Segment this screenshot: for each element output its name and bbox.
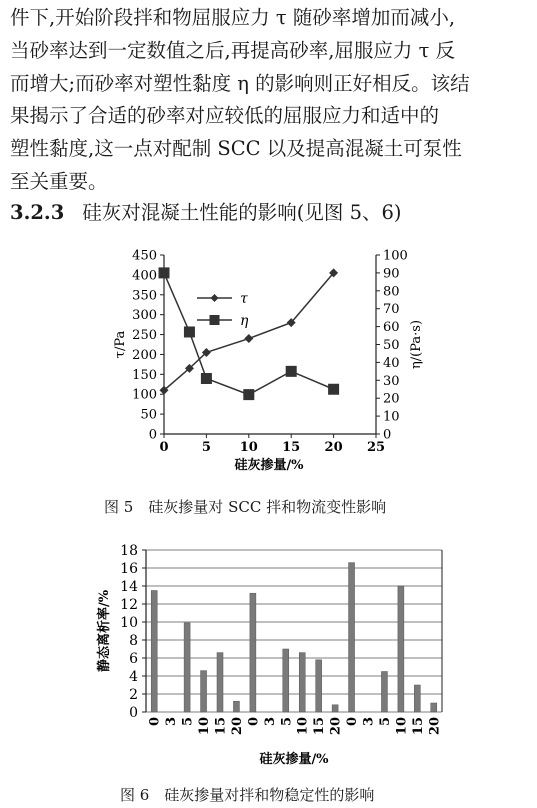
x-tick-label: 0 bbox=[345, 717, 361, 727]
bar bbox=[299, 653, 305, 712]
left-y-tick-label: 0 bbox=[148, 427, 157, 443]
figure-6-caption: 图 6 硅灰掺量对拌和物稳定性的影响 bbox=[120, 786, 375, 804]
right-y-tick-label: 90 bbox=[383, 266, 400, 282]
left-y-tick-label: 450 bbox=[132, 248, 157, 264]
x-tick-label: 10 bbox=[295, 717, 311, 736]
x-tick-label: 10 bbox=[239, 440, 258, 455]
right-y-tick-label: 50 bbox=[383, 338, 400, 353]
x-axis-title: 硅灰掺量/% bbox=[234, 458, 304, 473]
y-tick-label: 16 bbox=[120, 561, 138, 577]
left-y-tick-label: 100 bbox=[132, 387, 157, 403]
data-point-eta bbox=[243, 389, 254, 400]
right-y-tick-label: 30 bbox=[383, 373, 400, 389]
data-point-tau bbox=[244, 334, 253, 343]
bar bbox=[283, 649, 289, 712]
x-tick-label: 0 bbox=[147, 717, 163, 727]
bar bbox=[184, 623, 190, 712]
right-y-tick-label: 40 bbox=[383, 355, 400, 371]
paragraph-line: 而增大;而砂率对塑性黏度 η 的影响则正好相反。该结 bbox=[10, 71, 470, 95]
paragraph-line: 至关重要。 bbox=[10, 169, 108, 193]
y-tick-label: 18 bbox=[120, 543, 138, 559]
x-tick-label: 0 bbox=[159, 440, 169, 455]
bar bbox=[431, 703, 437, 712]
x-axis-title: 硅灰掺量/% bbox=[259, 752, 329, 767]
right-y-tick-label: 10 bbox=[383, 409, 400, 425]
x-tick-label: 20 bbox=[427, 717, 443, 736]
bar bbox=[233, 701, 239, 712]
y-tick-label: 10 bbox=[120, 615, 138, 631]
paragraph-line: 塑性黏度,这一点对配制 SCC 以及提高混凝土可泵性 bbox=[10, 137, 462, 161]
y-tick-label: 6 bbox=[129, 651, 138, 667]
left-y-tick-label: 200 bbox=[132, 347, 157, 363]
x-tick-label: 0 bbox=[246, 717, 262, 727]
left-y-tick-label: 150 bbox=[132, 367, 157, 383]
left-y-tick-label: 250 bbox=[132, 328, 157, 344]
x-tick-label: 5 bbox=[180, 717, 196, 727]
x-tick-label: 15 bbox=[213, 717, 229, 736]
x-tick-label: 3 bbox=[262, 717, 278, 727]
right-y-tick-label: 0 bbox=[383, 427, 392, 443]
x-tick-label: 20 bbox=[328, 717, 344, 736]
bar bbox=[332, 705, 338, 712]
right-axis-title: η/(Pa·s) bbox=[409, 319, 424, 370]
x-tick-label: 3 bbox=[361, 717, 377, 727]
y-tick-label: 12 bbox=[120, 597, 138, 613]
x-tick-label: 5 bbox=[279, 717, 295, 727]
right-y-tick-label: 100 bbox=[383, 248, 408, 264]
data-point-eta bbox=[159, 267, 170, 278]
legend-label: η bbox=[240, 313, 249, 329]
right-y-tick-label: 70 bbox=[383, 302, 400, 318]
y-tick-label: 14 bbox=[120, 579, 138, 595]
data-point-eta bbox=[184, 326, 195, 337]
paragraph-line: 果揭示了合适的砂率对应较低的屈服应力和适中的 bbox=[10, 104, 440, 128]
bar bbox=[398, 586, 404, 712]
x-tick-label: 10 bbox=[394, 717, 410, 736]
left-y-tick-label: 300 bbox=[132, 308, 157, 324]
legend-label: τ bbox=[240, 291, 248, 307]
x-tick-label: 15 bbox=[410, 717, 426, 736]
bar bbox=[414, 685, 420, 712]
x-tick-label: 10 bbox=[197, 717, 213, 736]
x-tick-label: 20 bbox=[324, 440, 343, 455]
left-y-tick-label: 400 bbox=[132, 268, 157, 284]
figure-6-bar-chart bbox=[0, 535, 537, 775]
body-paragraph bbox=[10, 2, 530, 199]
right-y-tick-label: 80 bbox=[383, 284, 400, 300]
bar bbox=[151, 591, 157, 713]
bar bbox=[250, 593, 256, 712]
figure-5-line-chart bbox=[0, 235, 537, 485]
bar bbox=[217, 653, 223, 712]
x-tick-label: 3 bbox=[164, 717, 180, 727]
data-point-eta bbox=[286, 366, 297, 377]
legend-marker-square bbox=[210, 315, 220, 325]
bar bbox=[316, 660, 322, 712]
y-tick-label: 0 bbox=[129, 705, 138, 721]
x-tick-label: 20 bbox=[229, 717, 245, 736]
y-tick-label: 8 bbox=[129, 633, 138, 649]
left-y-tick-label: 50 bbox=[140, 407, 157, 423]
bar bbox=[201, 671, 207, 712]
section-heading bbox=[10, 197, 402, 225]
left-y-tick-label: 350 bbox=[132, 288, 157, 304]
x-tick-label: 15 bbox=[282, 440, 301, 455]
y-axis-title: 静态离析率/% bbox=[97, 589, 112, 673]
y-tick-label: 2 bbox=[129, 687, 138, 703]
x-tick-label: 5 bbox=[377, 717, 393, 727]
bar bbox=[381, 672, 387, 713]
data-point-eta bbox=[328, 384, 339, 395]
section-number: 3.2.3 bbox=[10, 201, 65, 224]
paragraph-line: 当砂率达到一定数值之后,再提高砂率,屈服应力 τ 反 bbox=[10, 38, 456, 62]
right-y-tick-label: 60 bbox=[383, 320, 400, 336]
bar bbox=[349, 563, 355, 712]
data-point-eta bbox=[201, 373, 212, 384]
x-tick-label: 25 bbox=[366, 440, 386, 455]
legend-marker-diamond bbox=[211, 294, 219, 302]
left-axis-title: τ/Pa bbox=[113, 330, 128, 359]
figure-5-caption: 图 5 硅灰掺量对 SCC 拌和物流变性影响 bbox=[104, 498, 387, 516]
y-tick-label: 4 bbox=[129, 669, 138, 685]
section-title: 硅灰对混凝土性能的影响(见图 5、6) bbox=[82, 201, 402, 224]
x-tick-label: 5 bbox=[201, 440, 211, 455]
paragraph-line: 件下,开始阶段拌和物屈服应力 τ 随砂率增加而减小, bbox=[10, 6, 456, 29]
x-tick-label: 15 bbox=[312, 717, 328, 736]
right-y-tick-label: 20 bbox=[383, 391, 400, 407]
